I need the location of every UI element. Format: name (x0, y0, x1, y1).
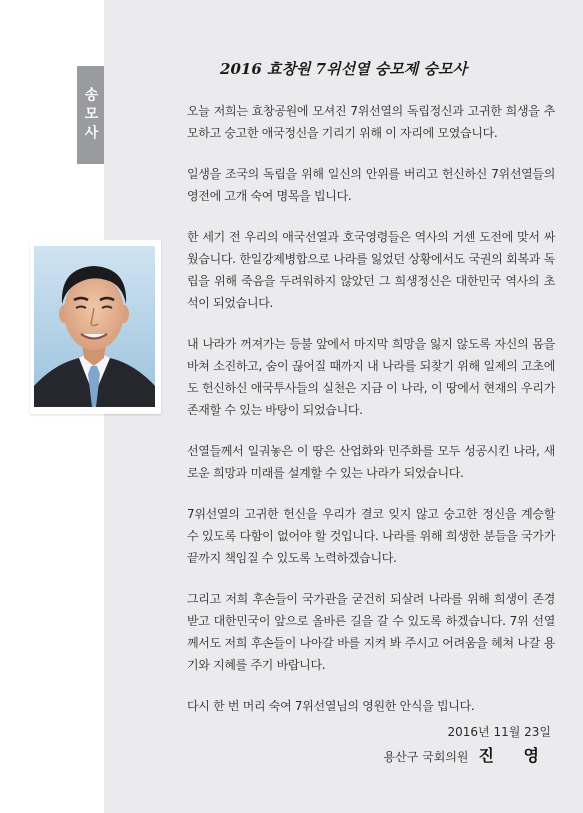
signature-block (384, 743, 551, 766)
paragraph: 일생을 조국의 독립을 위해 일신의 안위를 버리고 헌신하신 7위선열들의 영전에 고개 숙여 명목을 빕니다. (187, 167, 555, 203)
signer-title: 용산구 국회의원 (383, 750, 469, 764)
letter-body (187, 100, 555, 736)
paragraph: 그리고 저희 후손들이 국가관을 굳건히 되살려 나라를 위해 희생이 존경받고 대한민국이 앞으로 올바른 길을 갈 수 있도록 하겠습니다. 7위 선열께서도 저희 후손들이 나아갈 바를 지켜 봐 주시고 어려움을 헤쳐 나갈 용기와 지혜를 주기 바랍니다. (187, 592, 555, 672)
paragraph: 내 나라가 꺼져가는 등불 앞에서 마지막 희망을 잃지 않도록 자신의 몸을 바쳐 소진하고, 숨이 끊어질 때까지 내 나라를 되찾기 위해 일제의 고초에도 헌신하신 애국투사들의 실천은 지금 이 나라, 이 땅에서 현재의 우리가 존재할 수 있는 바탕이 되었습니다. (187, 337, 555, 417)
paragraph: 한 세기 전 우리의 애국선열과 호국영령들은 역사의 거센 도전에 맞서 싸웠습니다. 한일강제병합으로 나라를 잃었던 상황에서도 국권의 회복과 독립을 위해 죽음을 두려워하지 않았던 그 희생정신은 대한민국 역사의 초석이 되었습니다. (187, 230, 555, 310)
section-tab (77, 66, 104, 164)
portrait-photo (34, 246, 155, 407)
paragraph: 선열들께서 일궈놓은 이 땅은 산업화와 민주화를 모두 성공시킨 나라, 새로운 희망과 미래를 설계할 수 있는 나라가 되었습니다. (187, 444, 555, 480)
signer-name: 진 영 (478, 746, 551, 765)
paragraph: 다시 한 번 머리 숙여 7위선열님의 영원한 안식을 빕니다. (187, 699, 475, 713)
letter-date: 2016년 11월 23일 (447, 725, 551, 739)
section-tab-label: 송모사 (82, 86, 99, 144)
paragraph: 오늘 저희는 효창공원에 모셔진 7위선열의 독립정신과 고귀한 희생을 추모하고 숭고한 애국정신을 기리기 위해 이 자리에 모였습니다. (187, 104, 555, 140)
portrait-frame (30, 240, 161, 414)
paragraph: 7위선열의 고귀한 헌신을 우리가 결코 잊지 않고 숭고한 정신을 계승할 수 있도록 다함이 없어야 할 것입니다. 나라를 위해 희생한 분들을 국가가 끝까지 책임질 수 있도록 노력하겠습니다. (187, 507, 555, 565)
letter-title: 2016 효창원 7위선열 숭모제 숭모사 (220, 60, 467, 78)
